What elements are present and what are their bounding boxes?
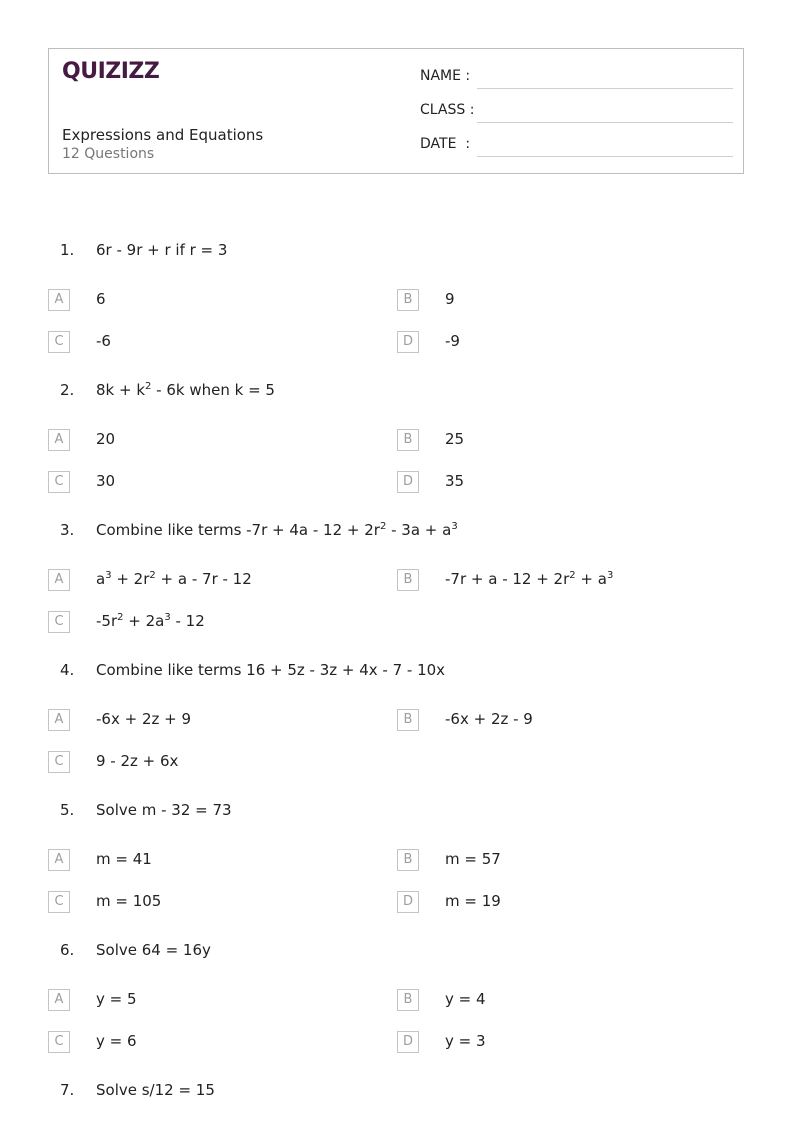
question-number: 3. (60, 521, 75, 539)
question-text: Solve m - 32 = 73 (96, 801, 232, 819)
option-letter-box[interactable]: D (397, 1031, 419, 1053)
option-letter-box[interactable]: B (397, 989, 419, 1011)
option-letter-box[interactable]: C (48, 1031, 70, 1053)
name-line[interactable] (477, 88, 733, 89)
option-text: 20 (96, 430, 116, 448)
question-text: Combine like terms 16 + 5z - 3z + 4x - 7 - 10x (96, 661, 446, 679)
option-letter-box[interactable]: A (48, 709, 70, 731)
option-text: $-7r + a - 12 + 2r^2 + a^3$ (445, 570, 614, 588)
option-letter-box[interactable]: D (397, 331, 419, 353)
class-label: CLASS : (420, 102, 475, 118)
option-letter-box[interactable]: A (48, 849, 70, 871)
option-letter-box[interactable]: B (397, 709, 419, 731)
question-text: 6r - 9r + r if r = 3 (96, 241, 228, 259)
question-text: Combine like terms $-7r + 4a - 12 + 2r^2 - 3a + a^3$ (96, 521, 458, 539)
option-letter-box[interactable]: B (397, 569, 419, 591)
option-text: $a^3 + 2r^2 + a - 7r - 12$ (96, 570, 252, 588)
question-number: 7. (60, 1081, 75, 1099)
question-number: 4. (60, 661, 75, 679)
question-number: 2. (60, 381, 75, 399)
option-letter-box[interactable]: C (48, 891, 70, 913)
option-text: -6 (96, 332, 111, 350)
class-field[interactable] (420, 102, 733, 124)
option-text: 9 (445, 290, 455, 308)
date-label: DATE : (420, 136, 471, 152)
option-text: y = 5 (96, 990, 137, 1008)
option-text: 35 (445, 472, 465, 490)
worksheet-title: Expressions and Equations (62, 126, 264, 144)
option-text: m = 41 (96, 850, 152, 868)
option-letter-box[interactable]: B (397, 429, 419, 451)
option-letter-box[interactable]: C (48, 331, 70, 353)
option-text: m = 105 (96, 892, 162, 910)
option-text: 30 (96, 472, 116, 490)
question-count: 12 Questions (62, 146, 155, 162)
option-letter-box[interactable]: C (48, 611, 70, 633)
name-label: NAME : (420, 68, 471, 84)
option-text: -9 (445, 332, 460, 350)
date-line[interactable] (477, 156, 733, 157)
question-number: 5. (60, 801, 75, 819)
option-text: $-5r^2 + 2a^3 - 12$ (96, 612, 205, 630)
question-number: 1. (60, 241, 75, 259)
option-letter-box[interactable]: A (48, 989, 70, 1011)
option-text: 9 - 2z + 6x (96, 752, 179, 770)
option-letter-box[interactable]: D (397, 471, 419, 493)
question-text: Solve 64 = 16y (96, 941, 211, 959)
quizizz-logo: QUIZIZZ (62, 59, 160, 84)
question-text: Solve s/12 = 15 (96, 1081, 215, 1099)
class-line[interactable] (477, 122, 733, 123)
date-field[interactable] (420, 136, 733, 158)
option-letter-box[interactable]: A (48, 569, 70, 591)
option-letter-box[interactable]: A (48, 429, 70, 451)
option-letter-box[interactable]: B (397, 849, 419, 871)
option-text: -6x + 2z - 9 (445, 710, 533, 728)
option-text: 25 (445, 430, 465, 448)
option-text: y = 4 (445, 990, 486, 1008)
option-text: -6x + 2z + 9 (96, 710, 192, 728)
option-text: y = 6 (96, 1032, 137, 1050)
worksheet-header (48, 48, 744, 174)
option-letter-box[interactable]: B (397, 289, 419, 311)
option-letter-box[interactable]: A (48, 289, 70, 311)
option-letter-box[interactable]: C (48, 751, 70, 773)
question-text: $8k + k^2 - 6k$ when k = 5 (96, 381, 275, 399)
question-number: 6. (60, 941, 75, 959)
option-text: 6 (96, 290, 106, 308)
option-letter-box[interactable]: D (397, 891, 419, 913)
option-text: m = 19 (445, 892, 501, 910)
option-text: y = 3 (445, 1032, 486, 1050)
name-field[interactable] (420, 68, 733, 90)
option-letter-box[interactable]: C (48, 471, 70, 493)
option-text: m = 57 (445, 850, 501, 868)
